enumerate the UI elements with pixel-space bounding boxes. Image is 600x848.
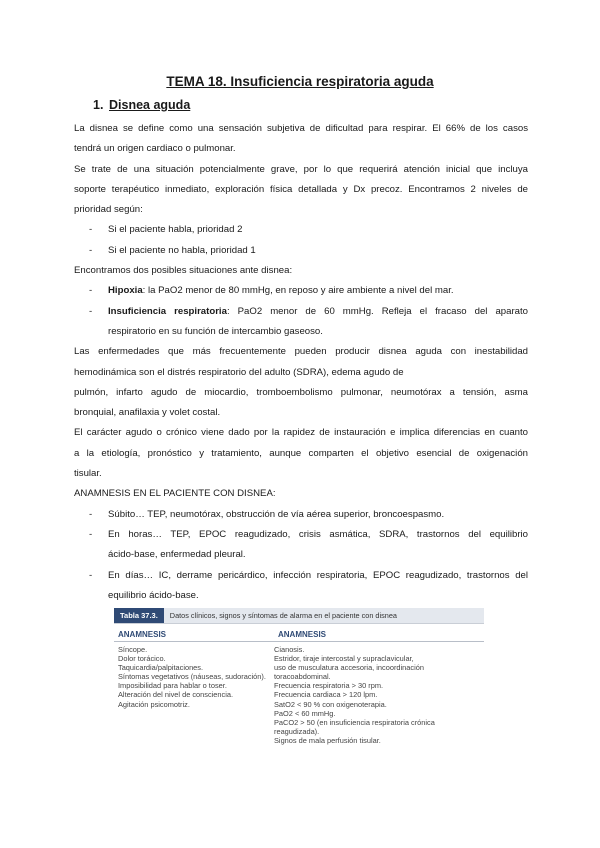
clinical-table-image — [114, 608, 484, 745]
list-item: - En horas… TEP, EPOC reagudizado, crisis asmática, SDRA, trastornos del equilibrio — [89, 528, 528, 540]
table-header-bar — [114, 608, 484, 624]
table-body — [114, 642, 484, 745]
table-cell: Frecuencia cardiaca > 120 lpm. — [274, 690, 378, 700]
table-cell: PaCO2 > 50 (en insuficiencia respiratoria crónica — [274, 717, 435, 727]
table-cell: Frecuencia respiratoria > 30 rpm. — [274, 681, 384, 691]
table-cell: Cianosis. — [274, 645, 305, 654]
table-cell: Síncope. — [118, 645, 148, 654]
table-cell: SatO2 < 90 % con oxigenoterapia. — [274, 699, 387, 709]
section-number: 1. — [93, 98, 104, 112]
table-caption: Datos clínicos, signos y síntomas de alarma en el paciente con disnea — [169, 611, 397, 620]
paragraph-line: hemodinámica son el distrés respiratorio del adulto (SDRA), edema agudo de — [74, 366, 404, 378]
table-column-left — [114, 645, 274, 745]
paragraph-line: pulmón, infarto agudo de miocardio, tromboembolismo pulmonar, neumotórax a tensión, asma — [74, 386, 528, 398]
table-cell: toracoabdominal. — [274, 672, 331, 682]
table-number: Tabla 37.3. — [114, 608, 164, 623]
paragraph-line: a la etiología, pronóstico y tratamiento, aunque comparten el objetivo esencial de oxigenación — [74, 447, 528, 459]
anamnesis-heading: ANAMNESIS EN EL PACIENTE CON DISNEA: — [74, 488, 276, 500]
paragraph-line: Las enfermedades que más frecuentemente pueden producir disnea aguda con inestabilidad — [74, 346, 528, 358]
table-cell: reagudizada). — [274, 726, 320, 736]
paragraph-line: La disnea se define como una sensación subjetiva de dificultad para respirar. El 66% de los casos — [74, 123, 528, 134]
table-cell: Estridor, tiraje intercostal y supraclavicular, — [274, 654, 414, 664]
paragraph-line: tisular. — [74, 468, 102, 480]
list-item: - Si el paciente no habla, prioridad 1 — [89, 244, 256, 256]
paragraph-line: Se trate de una situación potencialmente grave, por lo que requerirá atención inicial que incluya — [74, 163, 528, 175]
table-cell: Dolor torácico. — [118, 654, 166, 664]
column-header-left: ANAMNESIS — [118, 630, 167, 639]
section-label: Disnea aguda — [109, 98, 191, 112]
document-body — [74, 120, 528, 607]
list-item: - Insuficiencia respiratoria: PaO2 menor de 60 mmHg. Refleja el fracaso del aparato — [89, 305, 528, 317]
list-item: - En días… IC, derrame pericárdico, infección respiratoria, EPOC reagudizado, trastornos del — [89, 569, 528, 581]
table-column-headers — [114, 628, 484, 642]
list-item: - Si el paciente habla, prioridad 2 — [89, 224, 243, 236]
table-cell: Síntomas vegetativos (náuseas, sudoración). — [118, 672, 266, 682]
list-item: - Hipoxia: la PaO2 menor de 80 mmHg, en reposo y aire ambiente a nivel del mar. — [89, 285, 454, 297]
section-heading — [93, 98, 190, 112]
column-header-right: ANAMNESIS — [278, 630, 327, 639]
term-hipoxia: Hipoxia — [108, 285, 143, 297]
table-cell: Taquicardia/palpitaciones. — [118, 663, 204, 673]
paragraph-line: soporte terapéutico inmediato, exploración física detallada y Dx precoz. Encontramos 2 niveles de — [74, 183, 528, 195]
list-item-continuation: equilibrio ácido-base. — [108, 589, 199, 601]
page-title: TEMA 18. Insuficiencia respiratoria aguda — [166, 74, 434, 89]
paragraph-line: Encontramos dos posibles situaciones ante disnea: — [74, 265, 293, 277]
paragraph-line: El carácter agudo o crónico viene dado por la rapidez de instauración e implica diferencias en cuanto — [74, 427, 528, 439]
table-column-right — [274, 645, 484, 745]
table-cell: PaO2 < 60 mmHg. — [274, 708, 336, 718]
list-item: - Súbito… TEP, neumotórax, obstrucción de vía aérea superior, broncoespasmo. — [89, 508, 445, 520]
table-cell: uso de musculatura accesoria, incoordinación — [274, 663, 424, 673]
paragraph-line: prioridad según: — [74, 204, 143, 216]
table-cell: Signos de mala perfusión tisular. — [274, 735, 381, 745]
table-cell: Agitación psicomotriz. — [118, 699, 190, 709]
table-cell: Alteración del nivel de consciencia. — [118, 690, 234, 700]
list-item-continuation: ácido-base, enfermedad pleural. — [108, 549, 246, 561]
paragraph-line: bronquial, anafilaxia y volet costal. — [74, 407, 221, 419]
term-insuficiencia: Insuficiencia respiratoria — [108, 305, 227, 317]
table-cell: Imposibilidad para hablar o toser. — [118, 681, 227, 691]
list-item-continuation: respiratorio en su función de intercambio gaseoso. — [108, 325, 323, 337]
paragraph-line: tendrá un origen cardiaco o pulmonar. — [74, 143, 236, 155]
